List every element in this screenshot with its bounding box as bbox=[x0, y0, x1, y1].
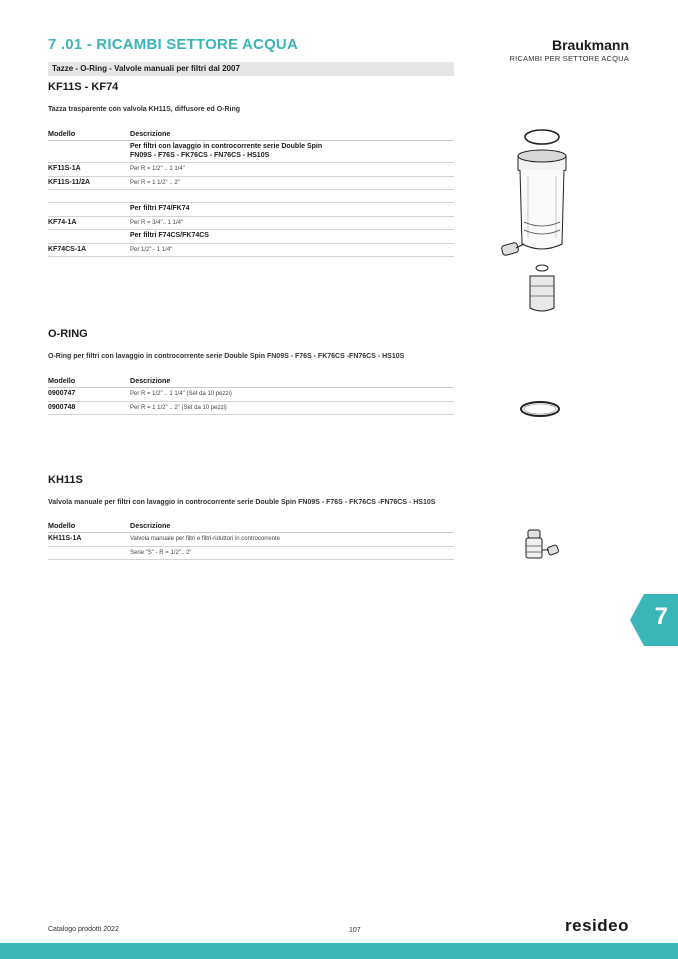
col-description: Descrizione bbox=[130, 519, 454, 533]
model-code: 0900748 bbox=[48, 401, 130, 415]
table-row bbox=[48, 163, 454, 177]
table-row bbox=[48, 230, 454, 244]
table-row bbox=[48, 203, 454, 217]
bottom-accent-bar bbox=[0, 943, 678, 959]
model-desc: Serie "S" - R = 1/2".. 2" bbox=[130, 546, 454, 560]
table-row bbox=[48, 216, 454, 230]
col-description: Descrizione bbox=[130, 127, 454, 141]
valve-image bbox=[522, 526, 564, 564]
brand-subtitle: RICAMBI PER SETTORE ACQUA bbox=[509, 54, 629, 63]
product-table-kf bbox=[48, 127, 454, 257]
model-code: KF11S-1A bbox=[48, 163, 130, 177]
section-desc-kh: Valvola manuale per filtri con lavaggio in controcorrente serie Double Spin FN09S - F76S - FK76CS -FN76CS - HS10S bbox=[48, 499, 436, 506]
chapter-number: 7 bbox=[654, 603, 668, 630]
table-row bbox=[48, 546, 454, 560]
table-row bbox=[48, 141, 454, 163]
product-table-kh bbox=[48, 519, 454, 560]
brand-name: Braukmann bbox=[551, 37, 629, 53]
model-code: KF11S-11/2A bbox=[48, 176, 130, 190]
col-model: Modello bbox=[48, 127, 130, 141]
col-model: Modello bbox=[48, 519, 130, 533]
model-desc: Per R = 1 1/2" .. 2" (Set da 10 pezzi) bbox=[130, 401, 454, 415]
model-code: KF74CS-1A bbox=[48, 243, 130, 257]
model-code: KH11S-1A bbox=[48, 533, 130, 547]
table-spacer-row bbox=[48, 190, 454, 203]
page-number: 107 bbox=[349, 927, 361, 934]
model-desc: Per R = 1/2" .. 1 1/4" bbox=[130, 163, 454, 177]
section-title-kh: KH11S bbox=[48, 474, 83, 486]
group-label: Per filtri con lavaggio in controcorrente serie Double Spin FN09S - F76S - FK76CS - FN76CS - HS10S bbox=[130, 141, 454, 163]
model-desc: Per R = 3/4".. 1 1/4" bbox=[130, 216, 454, 230]
col-description: Descrizione bbox=[130, 374, 454, 388]
table-row bbox=[48, 533, 454, 547]
section-title-kf: KF11S - KF74 bbox=[48, 81, 119, 93]
page-title: 7 .01 - RICAMBI SETTORE ACQUA bbox=[48, 36, 298, 53]
filter-bowl-image bbox=[494, 126, 594, 316]
model-desc: Per R = 1 1/2" .. 2" bbox=[130, 176, 454, 190]
section-title-oring: O-RING bbox=[48, 328, 88, 340]
model-code: KF74-1A bbox=[48, 216, 130, 230]
section-subheader: Tazze - O-Ring - Valvole manuali per filtri dal 2007 bbox=[48, 62, 454, 76]
brand-block bbox=[510, 37, 629, 63]
table-row bbox=[48, 388, 454, 402]
table-header bbox=[48, 374, 454, 388]
model-desc: Per 1/2" - 1 1/4" bbox=[130, 243, 454, 257]
model-desc: Valvola manuale per filtri e filtri-riduttori in controcorrente bbox=[130, 533, 454, 547]
group-label: Per filtri F74/FK74 bbox=[130, 203, 454, 217]
section-desc-kf: Tazza trasparente con valvola KH11S, diffusore ed O-Ring bbox=[48, 106, 241, 113]
footer-catalog: Catalogo prodotti 2022 bbox=[48, 926, 119, 933]
product-table-oring bbox=[48, 374, 454, 415]
table-row bbox=[48, 243, 454, 257]
model-code: 0900747 bbox=[48, 388, 130, 402]
section-desc-oring: O-Ring per filtri con lavaggio in controcorrente serie Double Spin FN09S - F76S - FK76CS -FN76CS - HS10S bbox=[48, 353, 405, 360]
col-model: Modello bbox=[48, 374, 130, 388]
table-row bbox=[48, 176, 454, 190]
table-header bbox=[48, 519, 454, 533]
resideo-logo: resideo bbox=[565, 916, 629, 935]
group-label: Per filtri F74CS/FK74CS bbox=[130, 230, 454, 244]
table-row bbox=[48, 401, 454, 415]
table-header bbox=[48, 127, 454, 141]
o-ring-image bbox=[518, 398, 562, 420]
model-desc: Per R = 1/2" .. 1 1/4" (Set da 10 pezzi) bbox=[130, 388, 454, 402]
